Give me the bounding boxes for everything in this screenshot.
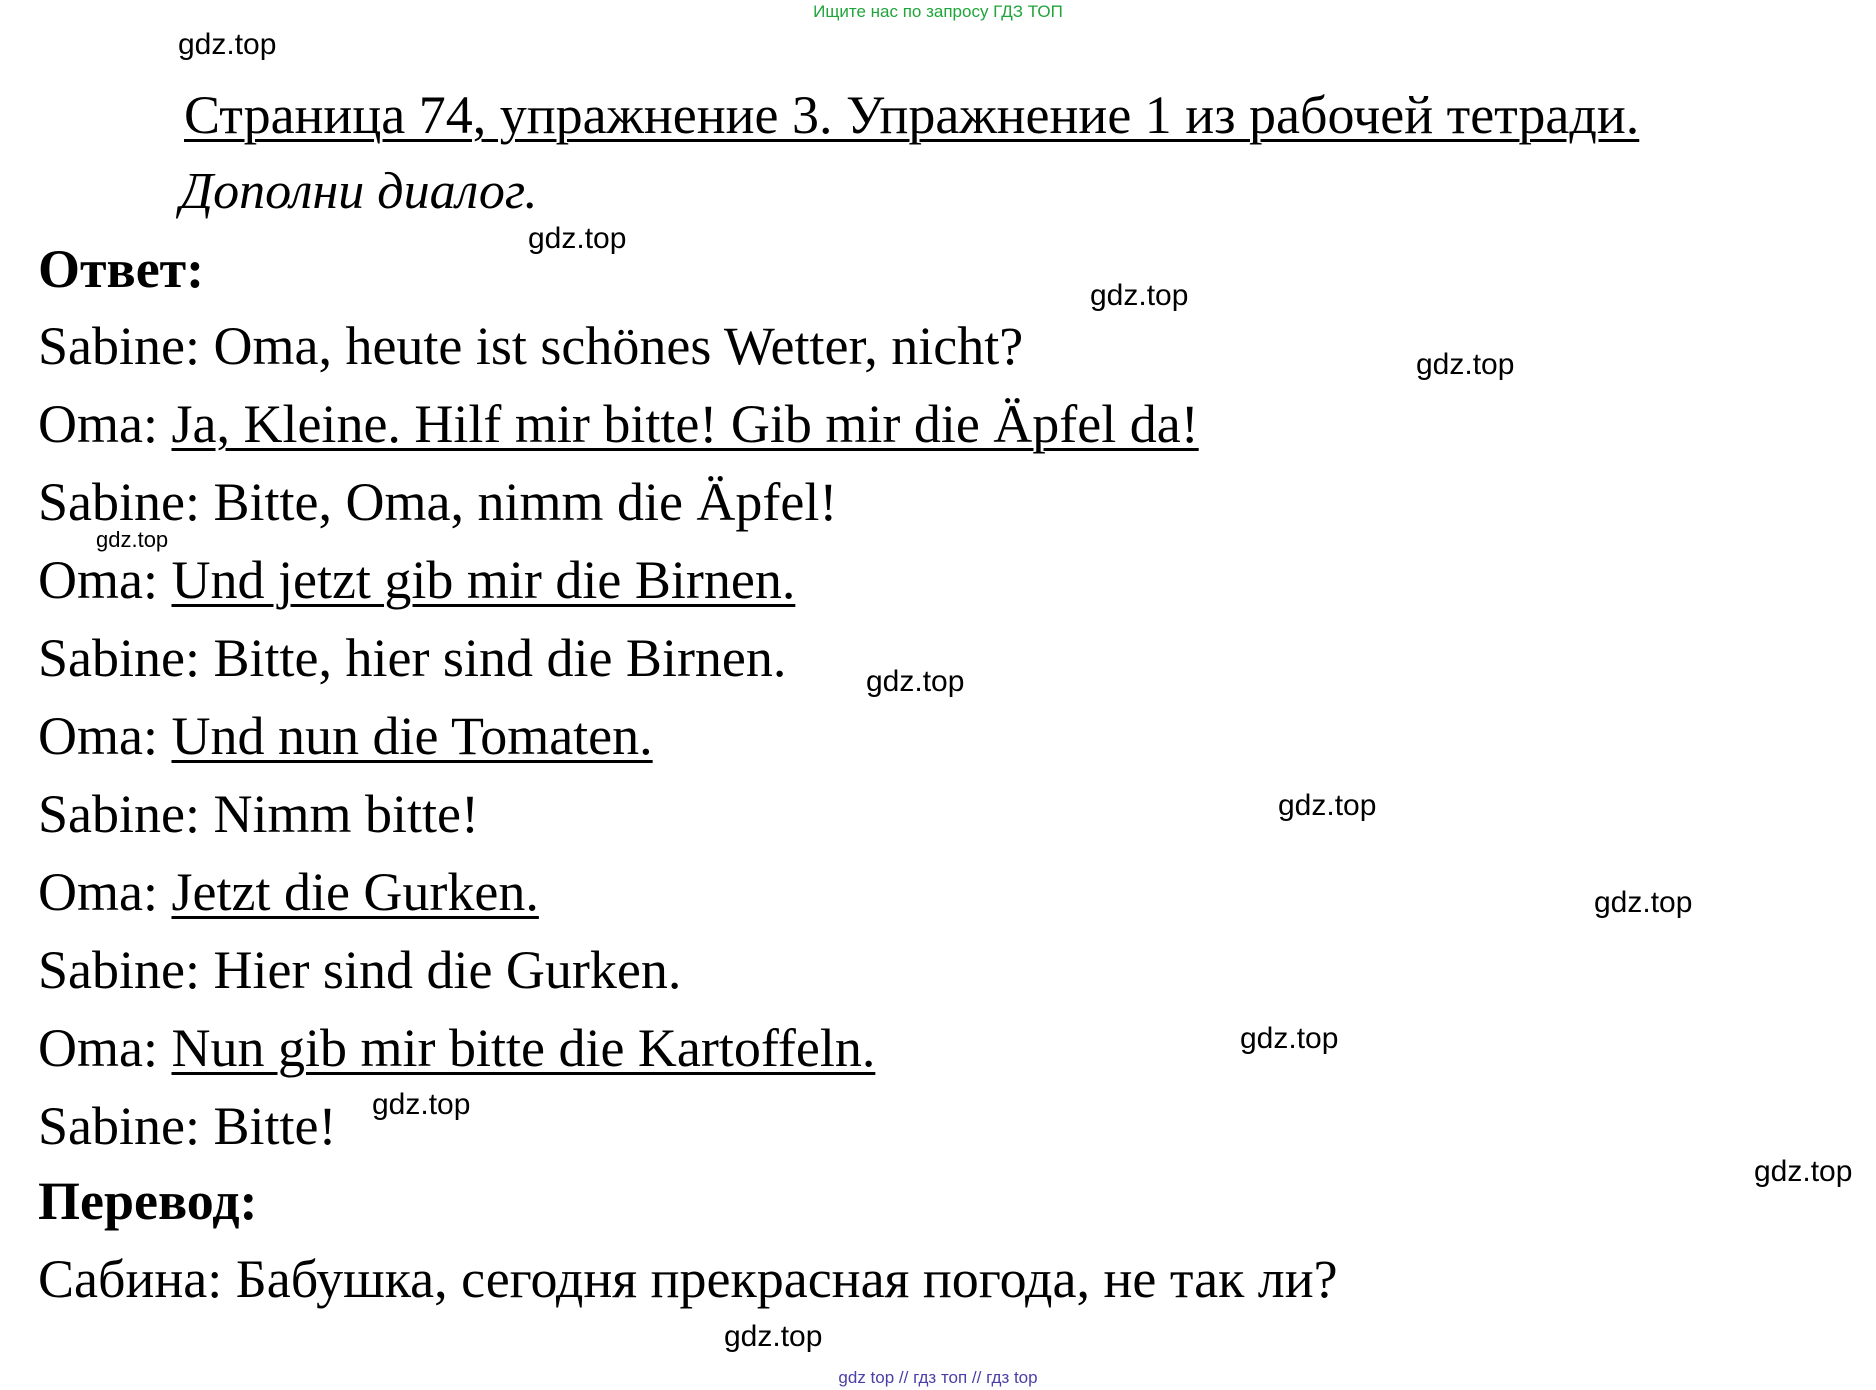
watermark: gdz.top <box>178 28 277 61</box>
dialog-line: Sabine: Oma, heute ist schönes Wetter, nicht? <box>38 316 1024 376</box>
dialog-line: Oma: Jetzt die Gurken. <box>38 862 539 922</box>
dialog-line: Sabine: Hier sind die Gurken. <box>38 940 682 1000</box>
answer-text: Und jetzt gib mir die Birnen. <box>171 550 796 610</box>
exercise-heading: Страница 74, упражнение 3. Упражнение 1 из рабочей тетради. <box>184 85 1640 145</box>
dialog-line: Sabine: Nimm bitte! <box>38 784 479 844</box>
top-banner: Ищите нас по запросу ГДЗ ТОП <box>813 2 1063 21</box>
watermark: gdz.top <box>528 222 627 255</box>
answer-text: Nun gib mir bitte die Kartoffeln. <box>171 1018 876 1078</box>
dialog-line: Oma: Nun gib mir bitte die Kartoffeln. <box>38 1018 876 1078</box>
answer-text: Und nun die Tomaten. <box>171 706 653 766</box>
dialog-line: Sabine: Bitte, Oma, nimm die Äpfel! <box>38 472 838 532</box>
task-instruction: Дополни диалог. <box>180 163 538 220</box>
dialog-line: Sabine: Bitte! <box>38 1096 337 1156</box>
watermark: gdz.top <box>1240 1022 1339 1055</box>
answer-label: Ответ: <box>38 239 205 299</box>
answer-text: Ja, Kleine. Hilf mir bitte! Gib mir die Äpfel da! <box>171 394 1199 454</box>
watermark: gdz.top <box>724 1320 823 1353</box>
watermark: gdz.top <box>96 527 169 552</box>
translation-label: Перевод: <box>38 1171 258 1231</box>
watermark: gdz.top <box>866 665 965 698</box>
dialog-line: Oma: Und nun die Tomaten. <box>38 706 653 766</box>
watermark: gdz.top <box>1594 886 1693 919</box>
watermark: gdz.top <box>1278 789 1377 822</box>
dialog-line: Sabine: Bitte, hier sind die Birnen. <box>38 628 787 688</box>
watermark: gdz.top <box>1416 348 1515 381</box>
translation-line: Сабина: Бабушка, сегодня прекрасная погода, не так ли? <box>38 1249 1338 1309</box>
watermark: gdz.top <box>372 1088 471 1121</box>
watermark: gdz.top <box>1090 279 1189 312</box>
dialog-line: Oma: Und jetzt gib mir die Birnen. <box>38 550 796 610</box>
footer-links: gdz top // гдз топ // гдз top <box>838 1368 1038 1387</box>
dialog-line: Oma: Ja, Kleine. Hilf mir bitte! Gib mir die Äpfel da! <box>38 394 1199 454</box>
answer-text: Jetzt die Gurken. <box>171 862 539 922</box>
watermark: gdz.top <box>1754 1155 1853 1188</box>
